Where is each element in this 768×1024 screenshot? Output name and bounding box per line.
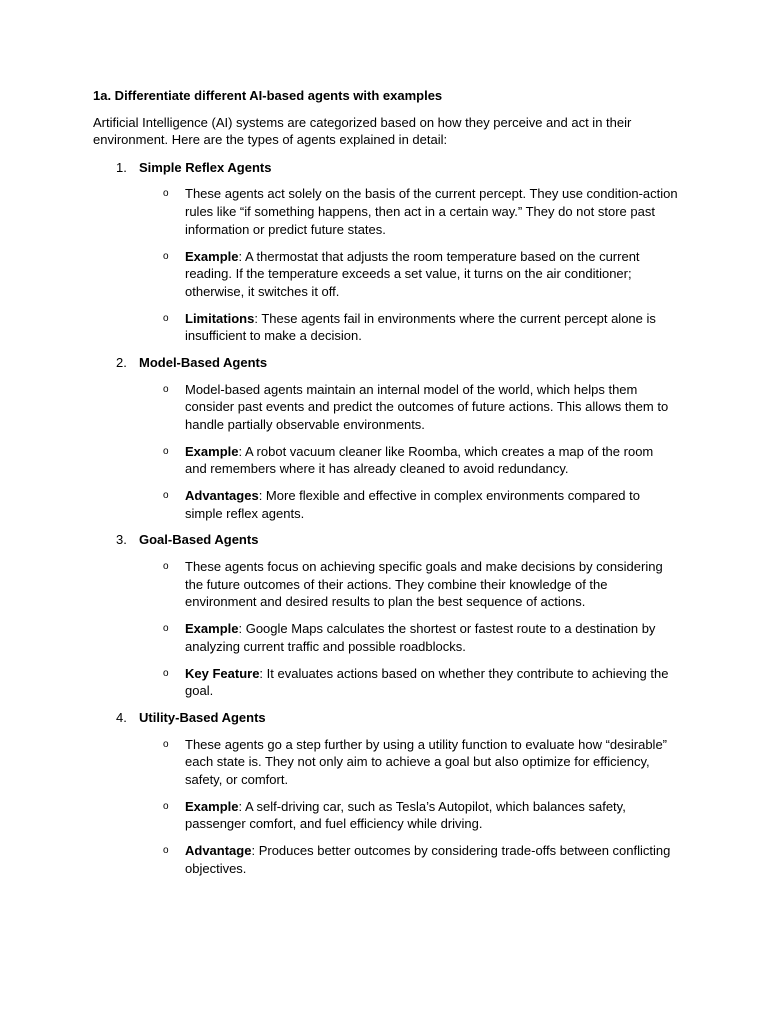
agent-number: 2. (116, 354, 127, 370)
circle-bullet-icon: o (163, 188, 169, 200)
list-item (163, 620, 678, 655)
agent-section (93, 354, 678, 523)
list-item (163, 248, 678, 301)
agent-points-list (139, 185, 678, 345)
agent-heading: Utility-Based Agents (139, 709, 266, 725)
circle-bullet-icon: o (163, 623, 169, 635)
point-label: Key Feature (185, 665, 260, 681)
point-text: : Google Maps calculates the shortest or fastest route to a destination by analyzing current traffic and possible roadblocks. (185, 621, 656, 654)
list-item (163, 487, 678, 522)
circle-bullet-icon: o (163, 383, 169, 395)
point-label: Advantages (185, 488, 259, 504)
agent-number: 4. (116, 709, 127, 725)
point-text: These agents act solely on the basis of the current percept. They use condition-action rules like “if something happens, then act in a certain way.” They do not store past information or predict future states. (185, 186, 678, 237)
document-title: 1a. Differentiate different AI-based agents with examples (93, 88, 443, 103)
list-item (163, 798, 678, 833)
point-text: : It evaluates actions based on whether they contribute to achieving the goal. (185, 665, 669, 699)
circle-bullet-icon: o (163, 250, 169, 262)
point-label: Limitations (185, 310, 255, 326)
point-text: These agents go a step further by using a utility function to evaluate how “desirable” each state is. They not only aim to achieve a goal but also optimize for efficiency, safety, or comfort. (185, 736, 668, 787)
list-item (163, 665, 678, 700)
circle-bullet-icon: o (163, 490, 169, 502)
agent-points-list (139, 736, 678, 878)
list-item (163, 443, 678, 478)
agent-types-list (93, 159, 678, 878)
agent-number: 3. (116, 532, 127, 548)
list-item (163, 558, 678, 611)
circle-bullet-icon: o (163, 738, 169, 750)
list-item (163, 310, 678, 345)
point-text: Model-based agents maintain an internal model of the world, which helps them consider past events and predict the outcomes of future actions. This allows them to handle partially observable environments. (185, 381, 669, 432)
agent-heading: Simple Reflex Agents (139, 159, 272, 175)
circle-bullet-icon: o (163, 312, 169, 324)
circle-bullet-icon: o (163, 561, 169, 573)
point-label: Example (185, 621, 239, 637)
circle-bullet-icon: o (163, 445, 169, 457)
circle-bullet-icon: o (163, 800, 169, 812)
agent-section (93, 159, 678, 345)
point-text: : These agents fail in environments where the current percept alone is insufficient to make a decision. (185, 310, 656, 344)
circle-bullet-icon: o (163, 845, 169, 857)
agent-section (93, 531, 678, 700)
point-text: : Produces better outcomes by considering trade-offs between conflicting objectives. (185, 843, 671, 876)
point-text: : A robot vacuum cleaner like Roomba, which creates a map of the room and remembers where it has already cleaned to avoid redundancy. (185, 443, 654, 477)
point-label: Advantage (185, 843, 252, 859)
point-label: Example (185, 798, 239, 814)
agent-number: 1. (116, 159, 127, 175)
circle-bullet-icon: o (163, 667, 169, 679)
list-item (163, 736, 678, 789)
point-text: : More flexible and effective in complex environments compared to simple reflex agents. (185, 488, 640, 521)
agent-section (93, 709, 678, 878)
agent-heading: Goal-Based Agents (139, 532, 259, 548)
intro-paragraph: Artificial Intelligence (AI) systems are categorized based on how they perceive and act in their environment. Here are the types of agents explained in detail: (93, 114, 632, 148)
point-label: Example (185, 443, 239, 459)
agent-points-list (139, 381, 678, 523)
list-item (163, 185, 678, 238)
point-text: : A thermostat that adjusts the room temperature based on the current reading. If the temperature exceeds a set value, it turns on the air conditioner; otherwise, it switches it off. (185, 248, 640, 299)
point-text: : A self-driving car, such as Tesla’s Autopilot, which balances safety, passenger comfort, and fuel efficiency while driving. (185, 798, 626, 832)
agent-heading: Model-Based Agents (139, 354, 268, 370)
point-label: Example (185, 248, 239, 264)
list-item (163, 381, 678, 434)
list-item (163, 842, 678, 877)
agent-points-list (139, 558, 678, 700)
point-text: These agents focus on achieving specific goals and make decisions by considering the future outcomes of their actions. They combine their knowledge of the environment and desired results to plan the best sequence of actions. (185, 559, 663, 610)
